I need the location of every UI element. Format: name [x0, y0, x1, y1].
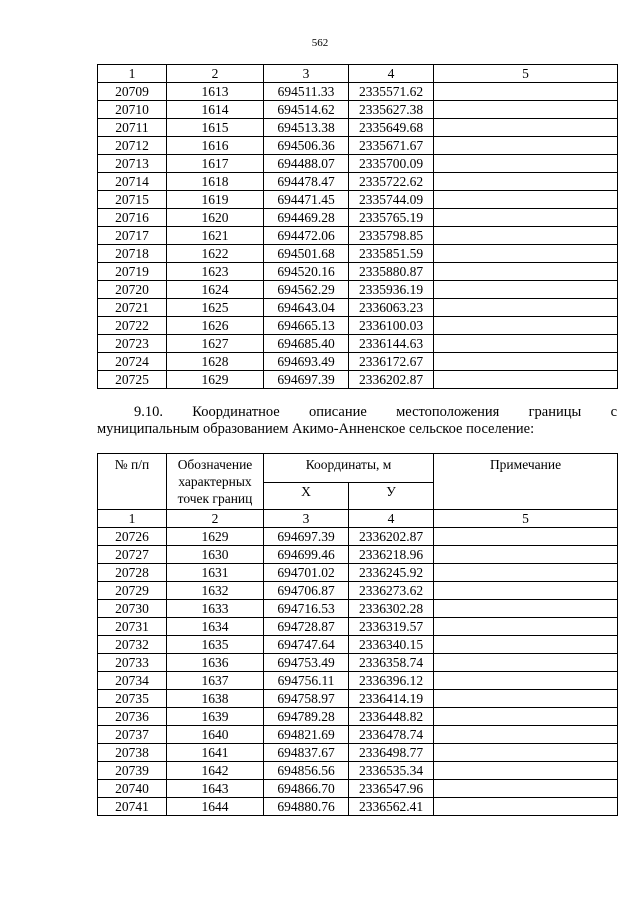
cell-y: 2335765.19 — [349, 209, 434, 227]
table-row — [98, 371, 618, 389]
cell-num: 20735 — [98, 690, 167, 708]
cell-point: 1623 — [167, 263, 264, 281]
cell-point: 1615 — [167, 119, 264, 137]
cell-note — [434, 582, 618, 600]
cell-num: 20732 — [98, 636, 167, 654]
cell-point: 1621 — [167, 227, 264, 245]
column-number: 5 — [434, 510, 618, 528]
column-number: 3 — [264, 510, 349, 528]
table-row — [98, 263, 618, 281]
cell-y: 2336547.96 — [349, 780, 434, 798]
cell-x: 694643.04 — [264, 299, 349, 317]
cell-y: 2335700.09 — [349, 155, 434, 173]
cell-x: 694514.62 — [264, 101, 349, 119]
cell-point: 1631 — [167, 564, 264, 582]
column-number: 3 — [264, 65, 349, 83]
cell-y: 2336535.34 — [349, 762, 434, 780]
cell-y: 2336172.67 — [349, 353, 434, 371]
cell-x: 694701.02 — [264, 564, 349, 582]
table-row — [98, 636, 618, 654]
cell-point: 1625 — [167, 299, 264, 317]
table-row — [98, 245, 618, 263]
cell-note — [434, 209, 618, 227]
table-row — [98, 564, 618, 582]
cell-num: 20726 — [98, 528, 167, 546]
table-row — [98, 726, 618, 744]
cell-point: 1622 — [167, 245, 264, 263]
cell-note — [434, 173, 618, 191]
table-row — [98, 672, 618, 690]
column-number-row — [98, 65, 618, 83]
cell-point: 1632 — [167, 582, 264, 600]
cell-x: 694747.64 — [264, 636, 349, 654]
cell-x: 694821.69 — [264, 726, 349, 744]
table-row — [98, 582, 618, 600]
cell-point: 1643 — [167, 780, 264, 798]
cell-num: 20733 — [98, 654, 167, 672]
cell-x: 694716.53 — [264, 600, 349, 618]
cell-note — [434, 227, 618, 245]
cell-x: 694478.47 — [264, 173, 349, 191]
cell-point: 1635 — [167, 636, 264, 654]
cell-y: 2335649.68 — [349, 119, 434, 137]
table-row — [98, 762, 618, 780]
cell-num: 20728 — [98, 564, 167, 582]
cell-y: 2336218.96 — [349, 546, 434, 564]
column-number: 1 — [98, 510, 167, 528]
cell-num: 20741 — [98, 798, 167, 816]
cell-note — [434, 546, 618, 564]
cell-point: 1616 — [167, 137, 264, 155]
cell-x: 694697.39 — [264, 371, 349, 389]
cell-x: 694758.97 — [264, 690, 349, 708]
table-row — [98, 353, 618, 371]
cell-x: 694501.68 — [264, 245, 349, 263]
cell-point: 1638 — [167, 690, 264, 708]
cell-num: 20712 — [98, 137, 167, 155]
cell-num: 20725 — [98, 371, 167, 389]
table-row — [98, 299, 618, 317]
section-heading-line1 — [97, 404, 617, 421]
header-y: У — [349, 483, 434, 510]
cell-y: 2336478.74 — [349, 726, 434, 744]
cell-note — [434, 299, 618, 317]
heading-word: описание — [309, 404, 367, 420]
cell-y: 2335722.62 — [349, 173, 434, 191]
cell-x: 694488.07 — [264, 155, 349, 173]
cell-note — [434, 654, 618, 672]
cell-y: 2336202.87 — [349, 528, 434, 546]
cell-x: 694506.36 — [264, 137, 349, 155]
cell-num: 20711 — [98, 119, 167, 137]
cell-y: 2335798.85 — [349, 227, 434, 245]
cell-x: 694511.33 — [264, 83, 349, 101]
cell-num: 20723 — [98, 335, 167, 353]
cell-num: 20722 — [98, 317, 167, 335]
table-row — [98, 155, 618, 173]
cell-note — [434, 564, 618, 582]
heading-word: Координатное — [192, 404, 280, 420]
cell-point: 1617 — [167, 155, 264, 173]
cell-x: 694756.11 — [264, 672, 349, 690]
cell-num: 20736 — [98, 708, 167, 726]
cell-point: 1626 — [167, 317, 264, 335]
cell-point: 1640 — [167, 726, 264, 744]
cell-num: 20709 — [98, 83, 167, 101]
cell-note — [434, 263, 618, 281]
cell-note — [434, 672, 618, 690]
cell-note — [434, 780, 618, 798]
cell-y: 2336358.74 — [349, 654, 434, 672]
table-row — [98, 137, 618, 155]
cell-note — [434, 83, 618, 101]
cell-y: 2335671.67 — [349, 137, 434, 155]
cell-x: 694753.49 — [264, 654, 349, 672]
cell-note — [434, 353, 618, 371]
cell-point: 1618 — [167, 173, 264, 191]
column-number: 2 — [167, 65, 264, 83]
cell-note — [434, 690, 618, 708]
cell-x: 694856.56 — [264, 762, 349, 780]
cell-x: 694665.13 — [264, 317, 349, 335]
cell-point: 1639 — [167, 708, 264, 726]
cell-num: 20720 — [98, 281, 167, 299]
heading-word: 9.10. — [134, 404, 163, 420]
table-row — [98, 600, 618, 618]
cell-point: 1633 — [167, 600, 264, 618]
cell-note — [434, 744, 618, 762]
cell-note — [434, 119, 618, 137]
cell-y: 2335851.59 — [349, 245, 434, 263]
cell-point: 1614 — [167, 101, 264, 119]
cell-note — [434, 317, 618, 335]
cell-x: 694866.70 — [264, 780, 349, 798]
heading-word: местоположения — [396, 404, 500, 420]
table-row — [98, 618, 618, 636]
table2-body — [98, 528, 618, 816]
cell-y: 2335571.62 — [349, 83, 434, 101]
cell-point: 1630 — [167, 546, 264, 564]
cell-note — [434, 101, 618, 119]
table-row — [98, 209, 618, 227]
cell-x: 694469.28 — [264, 209, 349, 227]
cell-x: 694520.16 — [264, 263, 349, 281]
cell-y: 2336319.57 — [349, 618, 434, 636]
cell-x: 694472.06 — [264, 227, 349, 245]
column-number-row — [98, 510, 618, 528]
table-row — [98, 119, 618, 137]
cell-x: 694471.45 — [264, 191, 349, 209]
cell-note — [434, 155, 618, 173]
table-row — [98, 708, 618, 726]
cell-x: 694880.76 — [264, 798, 349, 816]
table-row — [98, 227, 618, 245]
cell-y: 2335744.09 — [349, 191, 434, 209]
cell-y: 2336202.87 — [349, 371, 434, 389]
table-row — [98, 780, 618, 798]
header-row — [98, 454, 618, 483]
cell-num: 20734 — [98, 672, 167, 690]
cell-note — [434, 191, 618, 209]
column-number: 4 — [349, 510, 434, 528]
cell-y: 2336340.15 — [349, 636, 434, 654]
cell-y: 2336273.62 — [349, 582, 434, 600]
table-row — [98, 317, 618, 335]
cell-num: 20724 — [98, 353, 167, 371]
cell-num: 20739 — [98, 762, 167, 780]
cell-x: 694685.40 — [264, 335, 349, 353]
cell-num: 20740 — [98, 780, 167, 798]
cell-note — [434, 618, 618, 636]
cell-point: 1620 — [167, 209, 264, 227]
cell-num: 20714 — [98, 173, 167, 191]
table-row — [98, 173, 618, 191]
cell-num: 20729 — [98, 582, 167, 600]
table-row — [98, 281, 618, 299]
cell-y: 2335627.38 — [349, 101, 434, 119]
cell-point: 1634 — [167, 618, 264, 636]
cell-y: 2335880.87 — [349, 263, 434, 281]
cell-x: 694706.87 — [264, 582, 349, 600]
cell-num: 20713 — [98, 155, 167, 173]
header-coordinates: Координаты, м — [264, 454, 434, 483]
cell-num: 20730 — [98, 600, 167, 618]
column-number: 2 — [167, 510, 264, 528]
cell-y: 2336448.82 — [349, 708, 434, 726]
cell-y: 2336063.23 — [349, 299, 434, 317]
cell-num: 20717 — [98, 227, 167, 245]
table-row — [98, 83, 618, 101]
table-row — [98, 101, 618, 119]
cell-y: 2336498.77 — [349, 744, 434, 762]
cell-num: 20731 — [98, 618, 167, 636]
table-row — [98, 528, 618, 546]
cell-note — [434, 335, 618, 353]
cell-x: 694837.67 — [264, 744, 349, 762]
header-note: Примечание — [434, 454, 618, 510]
cell-x: 694728.87 — [264, 618, 349, 636]
table-row — [98, 191, 618, 209]
cell-num: 20715 — [98, 191, 167, 209]
cell-point: 1629 — [167, 528, 264, 546]
table-row — [98, 654, 618, 672]
cell-point: 1637 — [167, 672, 264, 690]
cell-num: 20727 — [98, 546, 167, 564]
cell-point: 1629 — [167, 371, 264, 389]
section-heading-9-10 — [97, 404, 617, 438]
cell-point: 1644 — [167, 798, 264, 816]
heading-word: с — [610, 404, 617, 420]
cell-note — [434, 137, 618, 155]
cell-x: 694693.49 — [264, 353, 349, 371]
cell-note — [434, 708, 618, 726]
cell-y: 2336100.03 — [349, 317, 434, 335]
cell-y: 2336245.92 — [349, 564, 434, 582]
cell-note — [434, 726, 618, 744]
table-row — [98, 335, 618, 353]
coordinates-table-continued — [97, 64, 618, 389]
cell-point: 1628 — [167, 353, 264, 371]
table-row — [98, 744, 618, 762]
cell-note — [434, 762, 618, 780]
table-row — [98, 690, 618, 708]
cell-point: 1627 — [167, 335, 264, 353]
cell-point: 1642 — [167, 762, 264, 780]
cell-note — [434, 798, 618, 816]
cell-note — [434, 528, 618, 546]
cell-x: 694513.38 — [264, 119, 349, 137]
cell-note — [434, 281, 618, 299]
table-row — [98, 546, 618, 564]
table-row — [98, 798, 618, 816]
coordinates-table-akimo-annenskoe — [97, 453, 618, 816]
cell-y: 2335936.19 — [349, 281, 434, 299]
page-number: 562 — [311, 37, 329, 49]
cell-point: 1636 — [167, 654, 264, 672]
cell-x: 694562.29 — [264, 281, 349, 299]
cell-num: 20710 — [98, 101, 167, 119]
cell-x: 694789.28 — [264, 708, 349, 726]
section-heading-line2: муниципальным образованием Акимо-Анненское сельское поселение: — [97, 421, 535, 437]
cell-y: 2336562.41 — [349, 798, 434, 816]
cell-num: 20737 — [98, 726, 167, 744]
column-number: 5 — [434, 65, 618, 83]
cell-point: 1624 — [167, 281, 264, 299]
cell-num: 20718 — [98, 245, 167, 263]
cell-point: 1641 — [167, 744, 264, 762]
table1-body — [98, 83, 618, 389]
cell-note — [434, 600, 618, 618]
cell-note — [434, 636, 618, 654]
cell-y: 2336396.12 — [349, 672, 434, 690]
header-designation: Обозначение характерных точек границ — [167, 454, 264, 510]
cell-point: 1619 — [167, 191, 264, 209]
cell-x: 694697.39 — [264, 528, 349, 546]
cell-num: 20719 — [98, 263, 167, 281]
cell-note — [434, 371, 618, 389]
cell-y: 2336302.28 — [349, 600, 434, 618]
column-number: 1 — [98, 65, 167, 83]
cell-point: 1613 — [167, 83, 264, 101]
cell-y: 2336144.63 — [349, 335, 434, 353]
cell-x: 694699.46 — [264, 546, 349, 564]
cell-num: 20738 — [98, 744, 167, 762]
cell-num: 20716 — [98, 209, 167, 227]
cell-y: 2336414.19 — [349, 690, 434, 708]
cell-note — [434, 245, 618, 263]
header-x: X — [264, 483, 349, 510]
header-num: № п/п — [98, 454, 167, 510]
cell-num: 20721 — [98, 299, 167, 317]
heading-word: границы — [528, 404, 582, 420]
column-number: 4 — [349, 65, 434, 83]
